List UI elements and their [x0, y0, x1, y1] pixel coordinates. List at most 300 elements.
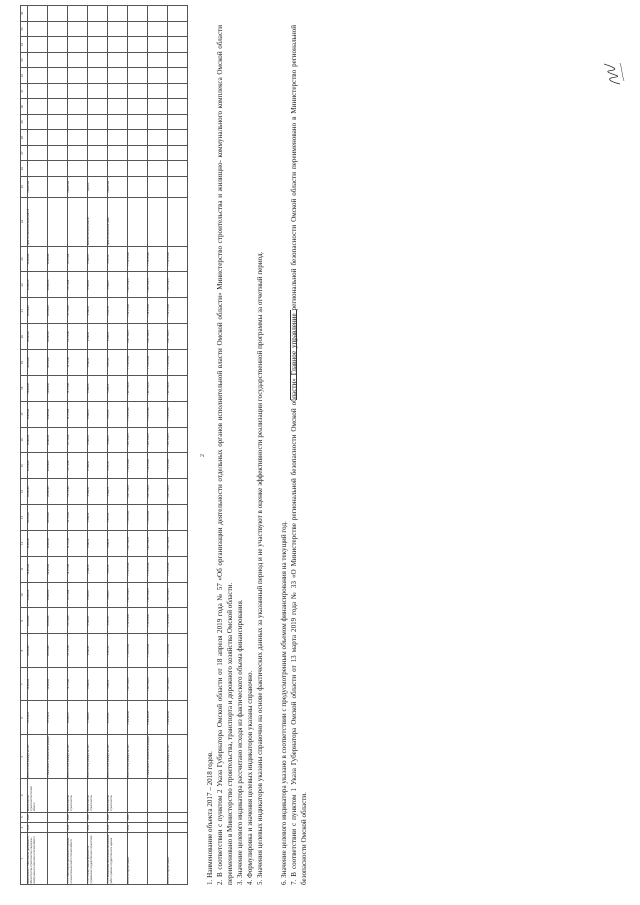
- table-cell: [168, 779, 188, 813]
- table-cell: 1 027 354,57: [148, 324, 168, 350]
- table-cell: 26 665,88: [28, 427, 48, 453]
- table-cell: 1 027 354,57: [128, 375, 148, 401]
- column-number: 15: [21, 453, 28, 479]
- table-row: [168, 6, 188, 885]
- column-number: 7: [21, 667, 28, 701]
- table-cell: 14 112,86: [68, 582, 88, 608]
- table-cell: Министерство строительства Омской области: [28, 779, 48, 813]
- table-cell: 2 384 028,43: [128, 701, 148, 735]
- table-cell: [128, 21, 148, 37]
- column-number: 4: [21, 779, 28, 813]
- table-cell: [48, 161, 68, 177]
- table-cell: процентов: [68, 176, 88, 197]
- table-cell: 26 676,48: [28, 401, 48, 427]
- table-cell: 14 112,86: [68, 505, 88, 531]
- table-cell: [148, 52, 168, 68]
- table-cell: 14 112,86: [68, 453, 88, 479]
- table-cell: [28, 114, 48, 130]
- table-cell: [168, 6, 188, 22]
- table-cell: 3 997,32: [108, 453, 128, 479]
- table-cell: [108, 6, 128, 22]
- spacer: [265, 25, 279, 885]
- table-cell: 1 114 255,69: [148, 505, 168, 531]
- table-cell: 8 566,30: [88, 350, 108, 376]
- table-cell: 1 114 255,69: [168, 350, 188, 376]
- table-cell: 26 676,48: [28, 246, 48, 272]
- table-row: [68, 6, 88, 885]
- table-cell: 1 114 255,69: [148, 634, 168, 668]
- table-cell: [68, 145, 88, 161]
- table-cell: 1.1.1. Обеспечение деятельности органов исполнительной власти Омской области: [68, 833, 88, 885]
- table-cell: [48, 52, 68, 68]
- table-cell: 26 665,88: [28, 479, 48, 505]
- table-cell: 14 112,86: [68, 324, 88, 350]
- table-cell: 2 384 028,43: [168, 701, 188, 735]
- table-cell: 2014: [28, 822, 48, 832]
- table-cell: 1 027 354,57: [148, 375, 168, 401]
- table-cell: 1 027 354,57: [148, 582, 168, 608]
- page-number: 2: [200, 454, 206, 457]
- table-cell: [88, 161, 108, 177]
- column-number: 12: [21, 530, 28, 556]
- table-cell: 2014: [88, 822, 108, 832]
- table-cell: [88, 83, 108, 99]
- table-cell: 14 112,86: [68, 530, 88, 556]
- column-number: 36: [21, 6, 28, 22]
- table-cell: 1 027 354,57: [148, 479, 168, 505]
- table-cell: 1 114 255,69: [148, 298, 168, 324]
- table-cell: Всего, из них расходы за счет:: [88, 735, 108, 779]
- table-row: [28, 6, 48, 885]
- footnote-1: 1. Наименование объекта 2017 – 2018 годов.: [206, 751, 214, 885]
- table-cell: 26 665,88: [28, 375, 48, 401]
- table-cell: 14 112,86: [68, 556, 88, 582]
- table-cell: 1 114 255,69: [148, 608, 168, 634]
- table-cell: 1 027 354,57: [128, 324, 148, 350]
- table-cell: 1 114 255,69: [168, 298, 188, 324]
- table-cell: 1 114 255,69: [128, 298, 148, 324]
- table-cell: 3 986,72: [108, 530, 128, 556]
- table-cell: [88, 68, 108, 84]
- table-cell: 26 676,48: [48, 505, 68, 531]
- table-cell: [68, 130, 88, 146]
- table-cell: [28, 130, 48, 146]
- table-cell: Доля исполненных мероприятий: [28, 197, 48, 246]
- table-cell: [148, 21, 168, 37]
- table-cell: 26 665,88: [48, 582, 68, 608]
- table-cell: Министерство строительства: [68, 779, 88, 813]
- table-cell: 1 027 354,57: [128, 479, 148, 505]
- table-cell: 14 112,86: [68, 401, 88, 427]
- table-cell: [68, 52, 88, 68]
- table-cell: [148, 99, 168, 115]
- table-cell: [148, 812, 168, 822]
- column-number: 10: [21, 582, 28, 608]
- table-cell: 3 986,72: [108, 582, 128, 608]
- table-cell: [148, 37, 168, 53]
- table-cell: [148, 197, 168, 246]
- column-number: 21: [21, 298, 28, 324]
- table-cell: [148, 83, 168, 99]
- table-cell: 2014: [68, 822, 88, 832]
- table-cell: 1 114 255,69: [128, 556, 148, 582]
- table-cell: [128, 176, 148, 197]
- table-cell: [108, 83, 128, 99]
- table-cell: [28, 68, 48, 84]
- table-cell: [128, 161, 148, 177]
- column-number: 2: [21, 822, 28, 832]
- table-cell: Мероприятие 1 Обеспечение деятельности Министерства строительства и жилищно-коммунального комплекса Омской области: [28, 833, 48, 885]
- table-cell: 26 676,48: [28, 350, 48, 376]
- table-cell: 1 114 255,69: [148, 246, 168, 272]
- table-cell: процентов: [28, 176, 48, 197]
- table-cell: Министерство строительства: [88, 779, 108, 813]
- table-cell: Доля выполненных работ: [108, 197, 128, 246]
- table-cell: [108, 114, 128, 130]
- table-cell: 25 477,89: [108, 701, 128, 735]
- table-cell: 2020: [108, 812, 128, 822]
- table-cell: [168, 822, 188, 832]
- table-cell: 1 114 255,69: [168, 608, 188, 634]
- table-cell: [28, 52, 48, 68]
- table-cell: 2020: [88, 812, 108, 822]
- column-number: 34: [21, 37, 28, 53]
- table-cell: 1 027 354,57: [148, 530, 168, 556]
- table-cell: 1 114 255,69: [148, 556, 168, 582]
- table-cell: 14 112,86: [68, 479, 88, 505]
- table-cell: 2020: [128, 812, 148, 822]
- table-cell: 14 112,86: [68, 272, 88, 298]
- table-row: [128, 6, 148, 885]
- table-cell: [108, 37, 128, 53]
- table-cell: 8 566,30: [88, 582, 108, 608]
- table-cell: [88, 6, 108, 22]
- table-cell: [88, 130, 108, 146]
- table-cell: [68, 6, 88, 22]
- table-cell: [128, 37, 148, 53]
- table-cell: 26 665,88: [48, 667, 68, 701]
- table-cell: [128, 145, 148, 161]
- table-cell: 26 676,48: [28, 608, 48, 634]
- table-cell: 1 114 255,69: [168, 453, 188, 479]
- column-number: 20: [21, 324, 28, 350]
- table-cell: 1 114 255,69: [128, 505, 148, 531]
- table-cell: 26 676,48: [28, 298, 48, 324]
- column-number: 14: [21, 479, 28, 505]
- table-cell: 3 986,72: [108, 375, 128, 401]
- table-cell: 1 114 255,69: [168, 556, 188, 582]
- table-cell: [168, 52, 188, 68]
- table-cell: [28, 83, 48, 99]
- table-cell: [88, 21, 108, 37]
- table-cell: Всего, из них расходы за счет:: [168, 735, 188, 779]
- table-cell: [128, 99, 148, 115]
- table-cell: Министерство строительства: [108, 779, 128, 813]
- table-cell: [128, 130, 148, 146]
- table-cell: 8 566,30: [88, 324, 108, 350]
- table-cell: 26 676,48: [48, 556, 68, 582]
- table-cell: 26 676,48: [48, 246, 68, 272]
- column-number: 30: [21, 99, 28, 115]
- table-cell: 8 566,30: [88, 427, 108, 453]
- table-cell: Всего, из них расходы за счет:: [28, 735, 48, 779]
- table-cell: 14 112,86: [68, 375, 88, 401]
- table-cell: 8 566,30: [88, 479, 108, 505]
- column-number: 32: [21, 68, 28, 84]
- footnote-3: 3. Значение целевого индикатора рассчитано исходя из фактического объема финансирования.: [236, 599, 244, 885]
- column-number: 27: [21, 145, 28, 161]
- column-number: 26: [21, 161, 28, 177]
- footnotes: [205, 25, 309, 885]
- table-cell: [148, 68, 168, 84]
- column-number: 22: [21, 272, 28, 298]
- table-cell: [168, 145, 188, 161]
- table-cell: [128, 52, 148, 68]
- table-cell: [28, 161, 48, 177]
- table-cell: 3 986,72: [108, 667, 128, 701]
- table-cell: 3 986,72: [108, 272, 128, 298]
- table-cell: 26 676,48: [28, 634, 48, 668]
- table-cell: 26 665,88: [48, 375, 68, 401]
- table-cell: 26 676,48: [48, 608, 68, 634]
- table-cell: [48, 37, 68, 53]
- table-cell: Количество мероприятий: [88, 197, 108, 246]
- table-cell: [128, 68, 148, 84]
- table-cell: 14 112,86: [68, 427, 88, 453]
- table-cell: 8 566,30: [88, 272, 108, 298]
- table-cell: 8 566,30: [88, 667, 108, 701]
- column-number: 11: [21, 556, 28, 582]
- table-cell: [148, 145, 168, 161]
- table-cell: 1 027 354,57: [128, 427, 148, 453]
- table-cell: 8 566,30: [88, 530, 108, 556]
- table-cell: 1 027 354,57: [148, 427, 168, 453]
- table-cell: 175 954,32: [48, 701, 68, 735]
- table-cell: 2 384 028,43: [148, 701, 168, 735]
- table-cell: [48, 114, 68, 130]
- table-cell: процентов: [108, 176, 128, 197]
- column-number: 19: [21, 350, 28, 376]
- table-cell: 1 027 354,57: [148, 272, 168, 298]
- table-cell: [168, 37, 188, 53]
- table-cell: [68, 68, 88, 84]
- table-cell: 2020: [28, 812, 48, 822]
- table-cell: 26 665,88: [48, 479, 68, 505]
- table-cell: 1.1.3. Финансовое обеспечение выполнения работ в рамках государственного задания: [108, 833, 128, 885]
- table-cell: 2014: [108, 822, 128, 832]
- table-cell: [168, 130, 188, 146]
- table-cell: 26 665,88: [48, 324, 68, 350]
- table-cell: [88, 52, 108, 68]
- table-cell: [128, 83, 148, 99]
- table-cell: [148, 833, 168, 885]
- table-cell: 1 027 354,57: [168, 479, 188, 505]
- table-cell: [48, 83, 68, 99]
- table-cell: 1.1.2. Осуществление функций по управлению государственным имуществом: [88, 833, 108, 885]
- table-cell: [108, 130, 128, 146]
- column-number: 1: [21, 833, 28, 885]
- table-cell: 26 676,48: [28, 556, 48, 582]
- table-cell: Итого по подпрограмме: [168, 833, 188, 885]
- table-cell: 8 566,30: [88, 453, 108, 479]
- column-number: 28: [21, 130, 28, 146]
- separator-line: [290, 310, 291, 400]
- footnote-7: 7. В соответствии с пунктом 1 Указа Губернатора Омской области от 13 марта 2019 года № 33 «О Министерстве региональной безопасности Омской области» Главное управление региональной безопасности Омской области переименовано в Министерство региональной безопасности Омской области.: [290, 25, 308, 885]
- table-cell: 26 676,48: [48, 350, 68, 376]
- table-cell: 1 114 255,69: [148, 401, 168, 427]
- table-cell: 8 566,30: [88, 298, 108, 324]
- column-number: 8: [21, 634, 28, 668]
- table-cell: [128, 114, 148, 130]
- column-number: 18: [21, 375, 28, 401]
- table-cell: [108, 68, 128, 84]
- table-cell: 26 665,88: [28, 324, 48, 350]
- table-cell: 14 112,86: [68, 350, 88, 376]
- table-cell: [108, 99, 128, 115]
- table-cell: 3 997,32: [108, 556, 128, 582]
- table-cell: [48, 833, 68, 885]
- column-number: 24: [21, 197, 28, 246]
- table-cell: [128, 6, 148, 22]
- column-number: 23: [21, 246, 28, 272]
- table-cell: 26 665,88: [28, 582, 48, 608]
- table-cell: 51 606,88: [88, 701, 108, 735]
- table-cell: 8 566,30: [88, 608, 108, 634]
- table-cell: [148, 114, 168, 130]
- table-cell: [148, 176, 168, 197]
- table-cell: [168, 176, 188, 197]
- table-cell: 1 114 255,69: [168, 246, 188, 272]
- column-number: 35: [21, 21, 28, 37]
- table-cell: 8 566,30: [88, 556, 108, 582]
- table-cell: [48, 130, 68, 146]
- table-cell: 3 997,32: [108, 608, 128, 634]
- table-cell: [48, 21, 68, 37]
- table-cell: [168, 83, 188, 99]
- table-cell: 26 665,88: [28, 530, 48, 556]
- table-cell: 1 114 255,69: [128, 608, 148, 634]
- table-cell: [48, 822, 68, 832]
- table-cell: [108, 21, 128, 37]
- table-cell: 1 027 354,57: [128, 582, 148, 608]
- table-cell: 98 869,55: [68, 701, 88, 735]
- table-cell: 175 954,32: [28, 701, 48, 735]
- table-cell: 26 676,48: [48, 298, 68, 324]
- table-cell: [28, 21, 48, 37]
- table-cell: 8 566,30: [88, 505, 108, 531]
- column-number: 29: [21, 114, 28, 130]
- table-cell: 1 114 255,69: [148, 350, 168, 376]
- table-cell: 1 027 354,57: [168, 427, 188, 453]
- table-cell: 1 114 255,69: [168, 505, 188, 531]
- table-cell: 3 986,72: [108, 324, 128, 350]
- table-cell: [68, 37, 88, 53]
- column-number: 6: [21, 701, 28, 735]
- table-cell: [48, 779, 68, 813]
- table-cell: 1 027 354,57: [128, 530, 148, 556]
- table-cell: 26 676,48: [28, 505, 48, 531]
- table-cell: [68, 99, 88, 115]
- table-cell: [108, 52, 128, 68]
- table-cell: 26 665,88: [28, 272, 48, 298]
- table-cell: 1 027 354,57: [148, 667, 168, 701]
- table-cell: [88, 37, 108, 53]
- table-cell: [48, 68, 68, 84]
- table-cell: Всего, из них расходы за счет:: [68, 735, 88, 779]
- table-cell: [28, 6, 48, 22]
- table-row: [108, 6, 128, 885]
- table-cell: [108, 161, 128, 177]
- table-cell: [128, 779, 148, 813]
- table-cell: [48, 145, 68, 161]
- table-cell: 1 027 354,57: [168, 582, 188, 608]
- table-cell: [68, 197, 88, 246]
- table-cell: 26 676,48: [28, 453, 48, 479]
- table-cell: 1 027 354,57: [168, 530, 188, 556]
- column-number: 9: [21, 608, 28, 634]
- table-row: [88, 6, 108, 885]
- column-number: 13: [21, 505, 28, 531]
- table-cell: 26 676,48: [48, 453, 68, 479]
- table-cell: 8 566,30: [88, 634, 108, 668]
- table-cell: [148, 161, 168, 177]
- program-table: [20, 5, 198, 885]
- table-cell: [48, 99, 68, 115]
- table-cell: [168, 99, 188, 115]
- table-cell: 26 665,88: [48, 427, 68, 453]
- table-cell: 1 027 354,57: [128, 667, 148, 701]
- table-cell: [148, 6, 168, 22]
- handwritten-signature: [598, 61, 628, 87]
- table-cell: [48, 812, 68, 822]
- table-cell: 26 676,48: [48, 401, 68, 427]
- table-cell: 2020: [68, 812, 88, 822]
- table-cell: [88, 99, 108, 115]
- table-cell: [68, 114, 88, 130]
- table-cell: Всего, из них расходы за счет:: [128, 735, 148, 779]
- table-cell: [168, 161, 188, 177]
- table-cell: [168, 812, 188, 822]
- table-cell: 2014: [128, 822, 148, 832]
- table-cell: 3 997,32: [108, 350, 128, 376]
- table-cell: 14 112,86: [68, 634, 88, 668]
- table-cell: 14 112,86: [68, 246, 88, 272]
- footnote-4: 4. Формулировка и значения целевых индикаторов указаны справочно.: [246, 670, 254, 885]
- table-cell: [28, 37, 48, 53]
- table-cell: [28, 145, 48, 161]
- column-number: 5: [21, 735, 28, 779]
- table-cell: 26 665,88: [48, 530, 68, 556]
- table-cell: 3 986,72: [108, 479, 128, 505]
- table-cell: [28, 99, 48, 115]
- table-cell: [168, 68, 188, 84]
- table-cell: 1. Налоговых и неналоговых доходов: [48, 735, 68, 779]
- table-cell: 14 112,86: [68, 608, 88, 634]
- column-number: 17: [21, 401, 28, 427]
- table-cell: [48, 6, 68, 22]
- table-cell: [68, 21, 88, 37]
- table-cell: [68, 83, 88, 99]
- table-cell: 1 114 255,69: [128, 350, 148, 376]
- table-cell: [148, 779, 168, 813]
- table-cell: 3 997,32: [108, 246, 128, 272]
- table-cell: 26 665,88: [28, 667, 48, 701]
- table-cell: 3 997,32: [108, 401, 128, 427]
- table-cell: [88, 114, 108, 130]
- footnote-2: 2. В соответствии с пунктом 2 Указа Губернатора Омской области от 18 апреля 2019 года № 57 «Об организации деятельности отдельных органов исполнительной власти Омской области» Министерство строительства и жилищно- коммунального комплекса Омской области переименовано в Министерство строительства, транспорта и дорожного хозяйства Омской области.: [216, 25, 234, 885]
- table-cell: 3 986,72: [108, 427, 128, 453]
- table-cell: 3 997,32: [108, 505, 128, 531]
